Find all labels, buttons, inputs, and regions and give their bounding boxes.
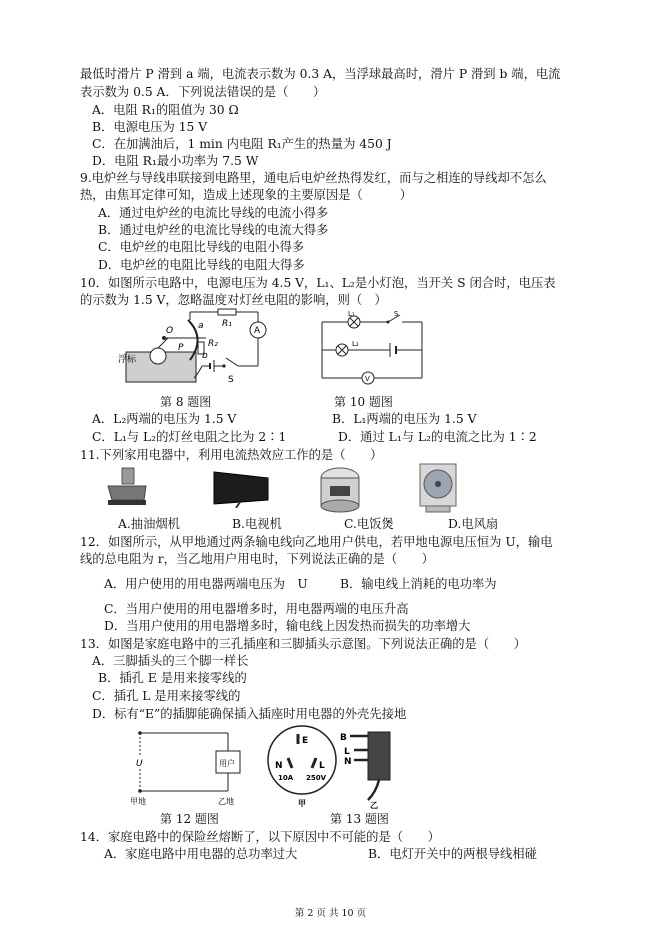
q8-stem-line2: 表示数为 0.5 A．下列说法错误的是（ ） bbox=[80, 85, 326, 99]
fig8-label-r2: R₂ bbox=[208, 339, 218, 349]
fig8-label-s: S bbox=[228, 375, 234, 385]
fig13-plug-label-b: B bbox=[340, 733, 347, 743]
page-footer: 第 2 页 共 10 页 bbox=[294, 908, 367, 919]
q13-stem: 13．如图是家庭电路中的三孔插座和三脚插头示意图。下列说法正确的是（ ） bbox=[80, 637, 527, 651]
fig13-rating-voltage: 250V bbox=[306, 774, 327, 782]
q8-option-c: C．在加满油后，1 min 内电阻 R₁产生的热量为 450 J bbox=[92, 137, 392, 151]
fig10-label-s: S bbox=[394, 310, 399, 318]
fig12-label-u: U bbox=[136, 759, 143, 769]
fig10-circuit-diagram bbox=[318, 310, 426, 388]
q12-stem-line1: 12．如图所示，从甲地通过两条输电线向乙地用户供电，若甲地电源电压恒为 U，输电 bbox=[80, 535, 553, 549]
q12-option-b: B．输电线上消耗的电功率为 bbox=[340, 577, 497, 591]
fig13-label-n: N bbox=[275, 761, 283, 771]
fig13-rating-current: 10A bbox=[278, 774, 294, 782]
q8-option-d: D．电阻 R₁最小功率为 7.5 W bbox=[92, 154, 259, 168]
q11-option-c: C.电饭煲 bbox=[344, 517, 394, 531]
fig8-label-ammeter: A bbox=[254, 326, 261, 336]
q9-option-a: A．通过电炉丝的电流比导线的电流小得多 bbox=[98, 206, 329, 220]
q13-option-c: C．插孔 L 是用来接零线的 bbox=[92, 689, 241, 703]
q10-option-b: B．L₁两端的电压为 1.5 V bbox=[332, 412, 477, 426]
fig12-caption: 第 12 题图 bbox=[160, 812, 219, 826]
q14-option-b: B．电灯开关中的两根导线相碰 bbox=[368, 847, 537, 861]
q10-stem-line1: 10．如图所示电路中，电源电压为 4.5 V，L₁、L₂是小灯泡，当开关 S 闭合时，电压表 bbox=[80, 276, 556, 290]
q10-option-a: A．L₂两端的电压为 1.5 V bbox=[92, 412, 237, 426]
q14-option-a: A．家庭电路中用电器的总功率过大 bbox=[104, 847, 298, 861]
fig12-label-user: 用户 bbox=[219, 759, 235, 768]
fig8-caption: 第 8 题图 bbox=[160, 395, 212, 409]
fig8-circuit-diagram bbox=[118, 308, 280, 390]
q9-stem-line2: 热，由焦耳定律可知，造成上述现象的主要原因是（ ） bbox=[80, 188, 413, 202]
fig12-label-yi: 乙地 bbox=[218, 797, 234, 806]
range-hood-image bbox=[104, 466, 150, 512]
q11-stem: 11.下列家用电器中，利用电流热效应工作的是（ ） bbox=[80, 448, 383, 462]
fig13-plug-label-n: N bbox=[344, 757, 352, 767]
fig13-label-e: E bbox=[302, 736, 309, 746]
q11-option-b: B.电视机 bbox=[232, 517, 282, 531]
q9-option-c: C．电炉丝的电阻比导线的电阻小得多 bbox=[98, 240, 305, 254]
q10-option-d: D．通过 L₁与 L₂的电流之比为 1∶2 bbox=[338, 430, 537, 444]
q10-stem-line2: 的示数为 1.5 V，忽略温度对灯丝电阻的影响，则（ ） bbox=[80, 293, 387, 307]
fig12-circuit-diagram bbox=[128, 727, 244, 807]
fig13-label-jia: 甲 bbox=[298, 799, 306, 808]
q8-option-a: A．电阻 R₁的阻值为 30 Ω bbox=[92, 103, 239, 117]
q8-option-b: B．电源电压为 15 V bbox=[92, 120, 208, 134]
q9-option-d: D．电炉丝的电阻比导线的电阻大得多 bbox=[98, 258, 305, 272]
fig13-caption: 第 13 题图 bbox=[330, 812, 389, 826]
q14-stem: 14．家庭电路中的保险丝熔断了，以下原因中不可能的是（ ） bbox=[80, 830, 440, 844]
fig8-label-a: a bbox=[198, 321, 204, 331]
fig13-label-l: L bbox=[319, 761, 325, 771]
fig8-label-float: 浮标 bbox=[118, 355, 137, 365]
electric-fan-image bbox=[418, 462, 458, 514]
q9-stem-line1: 9.电炉丝与导线串联接到电路里，通电后电炉丝热得发红，而与之相连的导线却不怎么 bbox=[80, 171, 547, 185]
q13-option-d: D．标有“E”的插脚能确保插入插座时用电器的外壳先接地 bbox=[92, 707, 407, 721]
q12-option-c: C．当用户使用的用电器增多时，用电器两端的电压升高 bbox=[104, 602, 409, 616]
fig13-socket-plug-diagram bbox=[264, 720, 394, 810]
q11-option-d: D.电风扇 bbox=[448, 517, 499, 531]
fig8-label-r1: R₁ bbox=[222, 319, 232, 329]
fig13-plug-label-l: L bbox=[344, 747, 350, 757]
q11-option-a: A.抽油烟机 bbox=[118, 517, 180, 531]
fig12-label-jia: 甲地 bbox=[130, 797, 146, 806]
fig8-label-o: O bbox=[166, 326, 174, 336]
fig10-label-v: V bbox=[365, 375, 370, 383]
q13-option-b: B．插孔 E 是用来接零线的 bbox=[98, 671, 247, 685]
fig8-label-p: P bbox=[178, 343, 184, 353]
television-image bbox=[212, 468, 270, 508]
q8-stem-line1: 最低时滑片 P 滑到 a 端，电流表示数为 0.3 A，当浮球最高时，滑片 P 滑到 b 端，电流 bbox=[80, 67, 561, 81]
fig10-caption: 第 10 题图 bbox=[334, 395, 393, 409]
q12-option-a: A．用户使用的用电器两端电压为 U bbox=[104, 577, 308, 591]
q13-option-a: A．三脚插头的三个脚一样长 bbox=[92, 654, 249, 668]
fig10-label-l1: L₁ bbox=[348, 310, 355, 318]
q12-stem-line2: 线的总电阻为 r，当乙地用户用电时，下列说法正确的是（ ） bbox=[80, 552, 435, 566]
fig8-label-b: b bbox=[202, 351, 208, 361]
q10-option-c: C．L₁与 L₂的灯丝电阻之比为 2∶1 bbox=[92, 430, 287, 444]
q9-option-b: B．通过电炉丝的电流比导线的电流大得多 bbox=[98, 223, 329, 237]
q12-option-d: D．当用户使用的用电器增多时，输电线上因发热而损失的功率增大 bbox=[104, 619, 471, 633]
fig13-label-yi: 乙 bbox=[370, 801, 378, 810]
rice-cooker-image bbox=[318, 462, 362, 514]
fig10-label-l2: L₂ bbox=[352, 340, 359, 348]
